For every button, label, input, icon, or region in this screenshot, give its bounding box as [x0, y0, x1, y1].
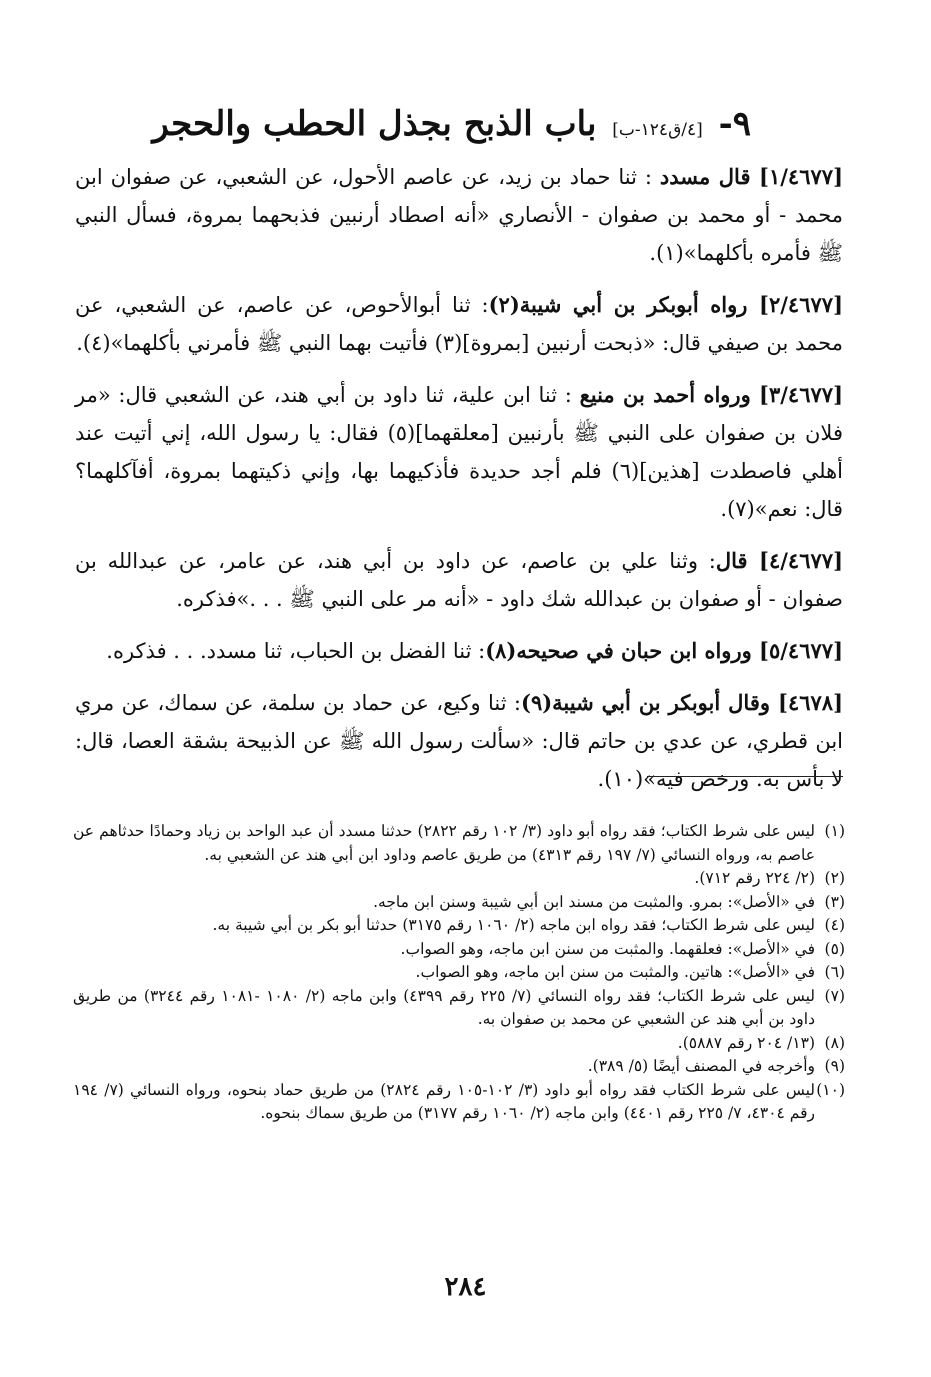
footnote — [73, 1079, 845, 1126]
entry-text: : ثنا وكيع، عن حماد بن سلمة، عن سماك، عن مري ابن قطري، عن عدي بن حاتم قال: «سألت رسول الله ﷺ عن الذبيحة بشقة العصا، قال: لا بأس به. ورخص فيه»(١٠). — [75, 691, 843, 791]
page-number: ٢٨٤ — [444, 1272, 487, 1302]
footnote-number: (٣) — [824, 892, 845, 911]
hadith-entry — [75, 684, 843, 798]
footnote-number: (٦) — [824, 963, 845, 981]
footnote-text: في «الأصل»: فعلقهما. والمثبت من سنن ابن ماجه، وهو الصواب. — [400, 939, 815, 958]
footnote-number: (٤) — [824, 916, 845, 934]
footnote-number: (٧) — [824, 986, 845, 1005]
footnote-text: ليس على شرط الكتاب؛ فقد رواه النسائي (٧/ ٢٢٥ رقم ٤٣٩٩) وابن ماجه (٢/ ١٠٨٠ -١٠٨١ رقم ٣٢٤٤) من طريق داود بن أبي هند عن الشعبي عن محمد بن صفوان به. — [73, 986, 815, 1028]
footnote-text: في «الأصل»: بمرو. والمثبت من مسند ابن أبي شيبة وسنن ابن ماجه. — [373, 892, 815, 911]
footnote — [73, 867, 845, 891]
footnote-text: ليس على شرط الكتاب فقد رواه أبو داود (٣/ ١٠٢-١٠٥ رقم ٢٨٢٤) من طريق حماد بنحوه، ورواه النسائي (٧/ ١٩٤ رقم ٤٣٠٤، ٧/ ٢٢٥ رقم ٤٤٠١) وابن ماجه (٢/ ١٠٦٠ رقم ٣١٧٧) من طريق سماك بنحوه. — [73, 1080, 815, 1122]
footnote — [73, 891, 845, 915]
footnote-text: في «الأصل»: هاتين. والمثبت من سنن ابن ماجه، وهو الصواب. — [415, 963, 815, 981]
hadith-entry — [75, 632, 843, 670]
entry-text: : ثنا حماد بن زيد، عن عاصم الأحول، عن الشعبي، عن صفوان ابن محمد - أو محمد بن صفوان - الأنصاري «أنه اصطاد أرنبين فذبحهما بمروة، فسأل النبي ﷺ فأمره بأكلهما»(١). — [75, 165, 843, 265]
footnote — [73, 820, 845, 867]
footnote — [73, 914, 845, 938]
hadith-entry — [75, 286, 843, 362]
footnote-number: (١٠) — [816, 1080, 845, 1099]
footnote — [73, 1032, 845, 1056]
manuscript-folio-ref: [٤/ق١٢٤-ب] — [612, 120, 703, 140]
hadith-entry — [75, 376, 843, 528]
entry-lead: [٢/٤٦٧٧] رواه أبوبكر بن أبي شيبة(٢) — [488, 292, 843, 317]
entry-lead: [١/٤٦٧٧] قال مسدد — [659, 164, 843, 189]
chapter-title: باب الذبح بجذل الحطب والحجر — [152, 104, 597, 144]
footnote — [73, 938, 845, 962]
footnotes — [73, 820, 845, 1126]
footnote — [73, 961, 845, 985]
entry-lead: [٤٦٧٨] وقال أبوبكر بن أبي شيبة(٩) — [521, 690, 843, 715]
footnote — [73, 1055, 845, 1079]
main-text — [75, 158, 843, 812]
chapter-heading — [151, 98, 751, 156]
hadith-entry — [75, 542, 843, 618]
footnote-text: وأخرجه في المصنف أيضًا (٥/ ٣٨٩). — [587, 1057, 815, 1075]
footnote-text: ليس على شرط الكتاب؛ فقد رواه ابن ماجه (٢/ ١٠٦٠ رقم ٣١٧٥) حدثنا أبو بكر بن أبي شيبة به. — [212, 916, 815, 934]
entry-text: : ثنا أبوالأحوص، عن عاصم، عن الشعبي، عن محمد بن صيفي قال: «ذبحت أرنبين [بمروة](٣) فأتيت بهما النبي ﷺ فأمرني بأكلهما»(٤). — [75, 293, 843, 355]
entry-lead: [٣/٤٦٧٧] ورواه أحمد بن منيع — [579, 382, 843, 407]
footnote — [73, 985, 845, 1032]
footnote-number: (٥) — [824, 939, 845, 958]
footnote-number: (٩) — [824, 1057, 845, 1075]
entry-text: : ثنا ابن علية، ثنا داود بن أبي هند، عن الشعبي قال: «مر فلان بن صفوان على النبي ﷺ بأرنبين [معلقهما](٥) فقال: يا رسول الله، إني أتيت عند أهلي فاصطدت [هذين](٦) فلم أجد حديدة فأذكيهما بها، وإني ذكيتهما بمروة، أفآكلهما؟ قال: نعم»(٧). — [75, 383, 844, 521]
entry-text: : وثنا علي بن عاصم، عن داود بن أبي هند، عن عامر، عن عبدالله بن صفوان - أو صفوان بن عبدالله شك داود - «أنه مر على النبي ﷺ . . .»فذكره. — [75, 549, 843, 611]
hadith-entry — [75, 158, 843, 272]
footnote-number: (٨) — [824, 1033, 845, 1052]
footnote-number: (١) — [824, 822, 845, 840]
entry-lead: [٥/٤٦٧٧] ورواه ابن حبان في صحيحه(٨) — [485, 638, 843, 663]
footnote-text: (١٣/ ٢٠٤ رقم ٥٨٨٧). — [677, 1033, 815, 1052]
chapter-number: ٩- — [718, 104, 751, 144]
footnote-number: (٢) — [824, 869, 845, 887]
entry-lead: [٤/٤٦٧٧] قال — [715, 548, 843, 573]
footnote-text: (٢/ ٢٢٤ رقم ٧١٢). — [694, 869, 815, 887]
footnote-text: ليس على شرط الكتاب؛ فقد رواه أبو داود (٣/ ١٠٢ رقم ٢٨٢٢) حدثنا مسدد أن عبد الواحد بن زياد وحمادًا حدثاهم عن عاصم به، ورواه النسائي (٧/ ١٩٧ رقم ٤٣١٣) من طريق عاصم وداود ابن أبي هند عن الشعبي به. — [73, 822, 816, 864]
entry-text: : ثنا الفضل بن الحباب، ثنا مسدد. . . فذكره. — [106, 639, 486, 663]
footnote-divider — [647, 776, 843, 777]
